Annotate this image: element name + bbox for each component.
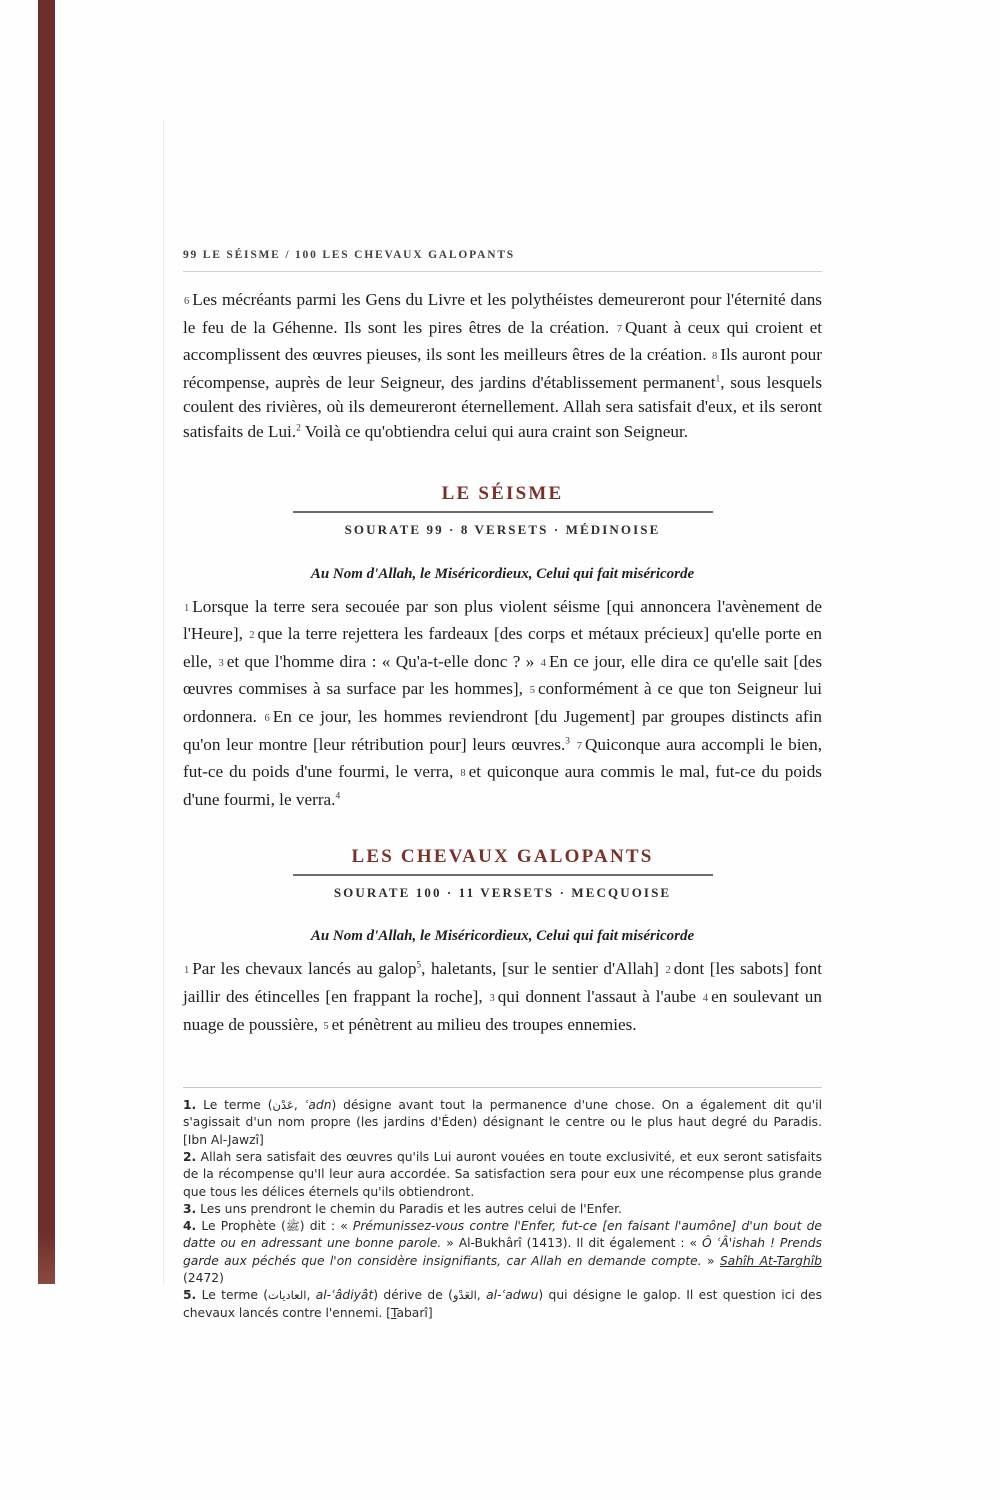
- surah-99-subtitle: SOURATE 99 · 8 VERSETS · MÉDINOISE: [344, 521, 661, 537]
- footnotes-list: [183, 1097, 822, 1322]
- verse-number: 5: [323, 1020, 329, 1032]
- surah-100-title: LES CHEVAUX GALOPANTS: [351, 846, 654, 868]
- verse-number: 8: [460, 768, 466, 780]
- verse-number: 2: [249, 630, 255, 642]
- surah-100-subtitle: SOURATE 100 · 11 VERSETS · MECQUOISE: [333, 885, 672, 901]
- footnote: 2. Allah sera satisfait des œuvres qu'ils Lui auront vouées en toute exclusivité, et eux seront satisfaits de la récompense qu'Il leur aura accordée. Sa satisfaction sera pour eux une récompense plus grande que tous les délices éternels qu'ils obtiendront.: [183, 1149, 822, 1199]
- footnote-reference: 5: [416, 960, 422, 971]
- surah-99-title: LE SÉISME: [441, 482, 564, 504]
- footnote-reference: 4: [335, 790, 341, 801]
- footnote: 1. Le terme (عَدْن, ʿadn) désigne avant tout la permanence d'une chose. On a également dit qu'il s'agissait d'un nom propre (les jardins d'Éden) désignant le centre ou le plus haut degré du Paradis. [Ibn Al-Jawzî]: [183, 1098, 822, 1147]
- surah-100-body: 1 Par les chevaux lancés au galop$^5$, haletants, [sur le sentier d'Allah] 2 dont [les sabots] font jaillir des étincelles [en frappant la roche], 3 qui donnent l'assaut à l'aube 4 en soulevant un nuage de poussière, 5 et pénètrent au milieu des troupes ennemies.: [183, 959, 822, 1034]
- footnote-reference: 3: [565, 735, 571, 746]
- page-content: [183, 0, 822, 1322]
- surah-99-title-rule: [293, 511, 713, 513]
- footnote: 3. Les uns prendront le chemin du Paradis et les autres celui de l'Enfer.: [183, 1201, 622, 1216]
- running-header-rule: [183, 271, 822, 272]
- verse-number: 2: [665, 965, 671, 977]
- verse-number: 3: [218, 657, 224, 669]
- verse-number: 6: [184, 296, 190, 307]
- verse-number: 4: [702, 992, 709, 1004]
- arabic-term: العاديات: [268, 1288, 307, 1303]
- footnote-reference: 2: [296, 423, 301, 434]
- verse-number: 4: [540, 657, 546, 669]
- running-header: 99 LE SÉISME / 100 LES CHEVAUX GALOPANTS: [183, 249, 515, 261]
- scan-page-edge-line: [163, 120, 164, 1285]
- footnote-reference: 1: [715, 374, 721, 385]
- verse-number: 1: [184, 602, 190, 614]
- verse-number: 6: [264, 712, 270, 724]
- footnotes-separator-rule: [183, 1087, 822, 1088]
- continuation-paragraph: 6 Les mécréants parmi les Gens du Livre et les polythéistes demeureront pour l'éternité dans le feu de la Géhenne. Ils sont les pires êtres de la création. 7 Quant à ceux qui croient et accomplissent des œuvres pieuses, ils sont les meilleurs êtres de la création. 8 Ils auront pour récompense, auprès de leur Seigneur, des jardins d'établissement permanent$^1$, sous lesquels coulent des rivières, où ils demeureront éternellement. Allah sera satisfait d'eux, et ils seront satisfaits de Lui.$^2$ Voilà ce qu'obtiendra celui qui aura craint son Seigneur.: [183, 290, 823, 441]
- scan-binding-edge: [38, 0, 55, 1284]
- verse-number: 3: [489, 992, 495, 1004]
- surah-100-bismillah: Au Nom d'Allah, le Miséricordieux, Celui qui fait miséricorde: [310, 928, 695, 945]
- surah-99-bismillah: Au Nom d'Allah, le Miséricordieux, Celui qui fait miséricorde: [310, 565, 695, 582]
- arabic-term: العَدْو: [452, 1288, 477, 1303]
- arabic-term: ﷺ: [285, 1219, 300, 1234]
- verse-number: 7: [576, 740, 582, 752]
- verse-number: 1: [184, 965, 190, 977]
- surah-99-body: 1 Lorsque la terre sera secouée par son plus violent séisme [qui annoncera l'avènement de l'Heure], 2 que la terre rejettera les fardeaux [des corps et métaux précieux] qu'elle porte en elle, 3 et que l'homme dira : « Qu'a-t-elle donc ? » 4 En ce jour, elle dira ce qu'elle sait [des œuvres commises à sa surface par les hommes], 5 conformément à ce que ton Seigneur lui ordonnera. 6 En ce jour, les hommes reviendront [du Jugement] par groupes distincts afin qu'on leur montre [leur rétribution pour] leurs œuvres.$^3$ 7 Quiconque aura accompli le bien, fut-ce du poids d'une fourmi, le verra, 8 et quiconque aura commis le mal, fut-ce du poids d'une fourmi, le verra.$^4$: [183, 596, 823, 809]
- footnote: 4. Le Prophète (ﷺ) dit : « Prémunissez-vous contre l'Enfer, fut-ce [en faisant l'aumône] d'un bout de datte ou en adressant une bonne parole. » Al-Bukhârî (1413). Il dit également : « Ô ʿÂ'ishah ! Prends garde aux péchés que l'on considère insignifiants, car Allah en demande compte. » Sahîh At-Targhîb (2472): [183, 1219, 822, 1286]
- verse-number: 5: [529, 685, 535, 697]
- verse-number: 8: [712, 351, 718, 363]
- surah-100-title-rule: [293, 874, 713, 876]
- arabic-term: عَدْن: [272, 1098, 294, 1113]
- verse-number: 7: [616, 323, 622, 335]
- footnote: 5. Le terme (العاديات, al-ʿâdiyât) dérive de (العَدْو, al-ʿadwu) qui désigne le galop. Il est question ici des chevaux lancés contre l'ennemi. [Tabarî]: [183, 1288, 822, 1320]
